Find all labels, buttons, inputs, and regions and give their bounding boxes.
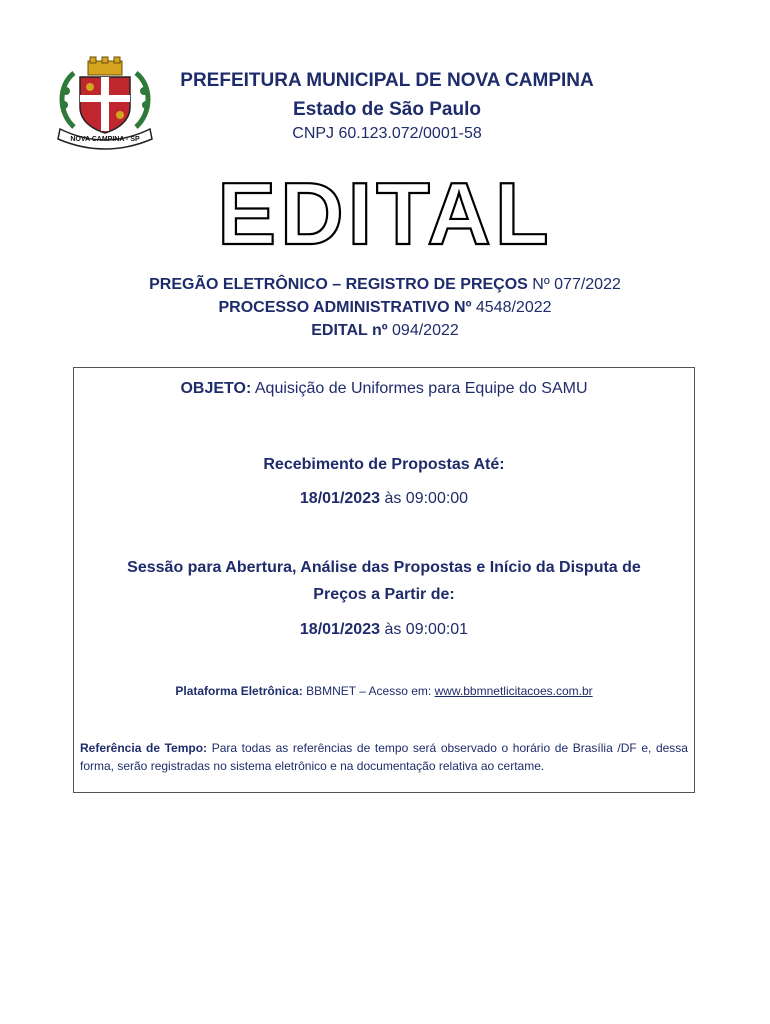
sessao-date: 18/01/2023 (299, 621, 380, 638)
recebimento-date: 18/01/2023 (299, 490, 380, 507)
objeto-line (74, 380, 694, 398)
recebimento-datetime (74, 490, 694, 508)
sessao-line-1: Sessão para Abertura, Análise das Propostas e Início da Disputa de (127, 559, 641, 576)
objeto-label: OBJETO: (180, 380, 252, 397)
plataforma-label: Plataforma Eletrônica: (175, 684, 303, 698)
municipality-name: PREFEITURA MUNICIPAL DE NOVA CAMPINA (180, 70, 594, 91)
plataforma-line (74, 684, 694, 698)
edital-title (205, 168, 565, 254)
edital-label: EDITAL nº (311, 322, 388, 339)
processo-number: 4548/2022 (475, 299, 552, 316)
processo-label: PROCESSO ADMINISTRATIVO Nº (218, 299, 472, 316)
recebimento-sep: às (384, 490, 402, 507)
edital-line (60, 322, 710, 340)
pregao-line (60, 276, 710, 294)
info-box (73, 367, 695, 793)
edital-number: 094/2022 (392, 322, 459, 339)
crest-ribbon-text: NOVA CAMPINA - SP (70, 136, 140, 143)
processo-line (60, 299, 710, 317)
referencia-text: Para todas as referências de tempo será observado o horário de Brasília /DF e, dessa forma, serão registradas no sistema eletrônico e na documentação relativa ao certame. (80, 741, 688, 773)
cnpj-number: CNPJ 60.123.072/0001-58 (292, 125, 482, 142)
recebimento-label: Recebimento de Propostas Até: (263, 456, 505, 473)
pregao-number: Nº 077/2022 (532, 276, 621, 293)
sessao-datetime (74, 621, 694, 639)
referencia-label: Referência de Tempo: (80, 741, 208, 755)
sessao-line-2: Preços a Partir de: (313, 586, 455, 603)
edital-title-text: EDITAL (217, 168, 553, 254)
plataforma-link[interactable]: www.bbmnetlicitacoes.com.br (434, 684, 593, 698)
objeto-text: Aquisição de Uniformes para Equipe do SAMU (254, 380, 588, 397)
plataforma-text: BBMNET – Acesso em: (306, 684, 432, 698)
recebimento-time: 09:00:00 (405, 490, 469, 507)
municipal-crest-logo (52, 55, 158, 151)
sessao-time: 09:00:01 (405, 621, 469, 638)
pregao-label: PREGÃO ELETRÔNICO – REGISTRO DE PREÇOS (149, 276, 528, 293)
sessao-sep: às (384, 621, 402, 638)
referencia-paragraph (80, 739, 688, 775)
state-name: Estado de São Paulo (293, 99, 481, 120)
